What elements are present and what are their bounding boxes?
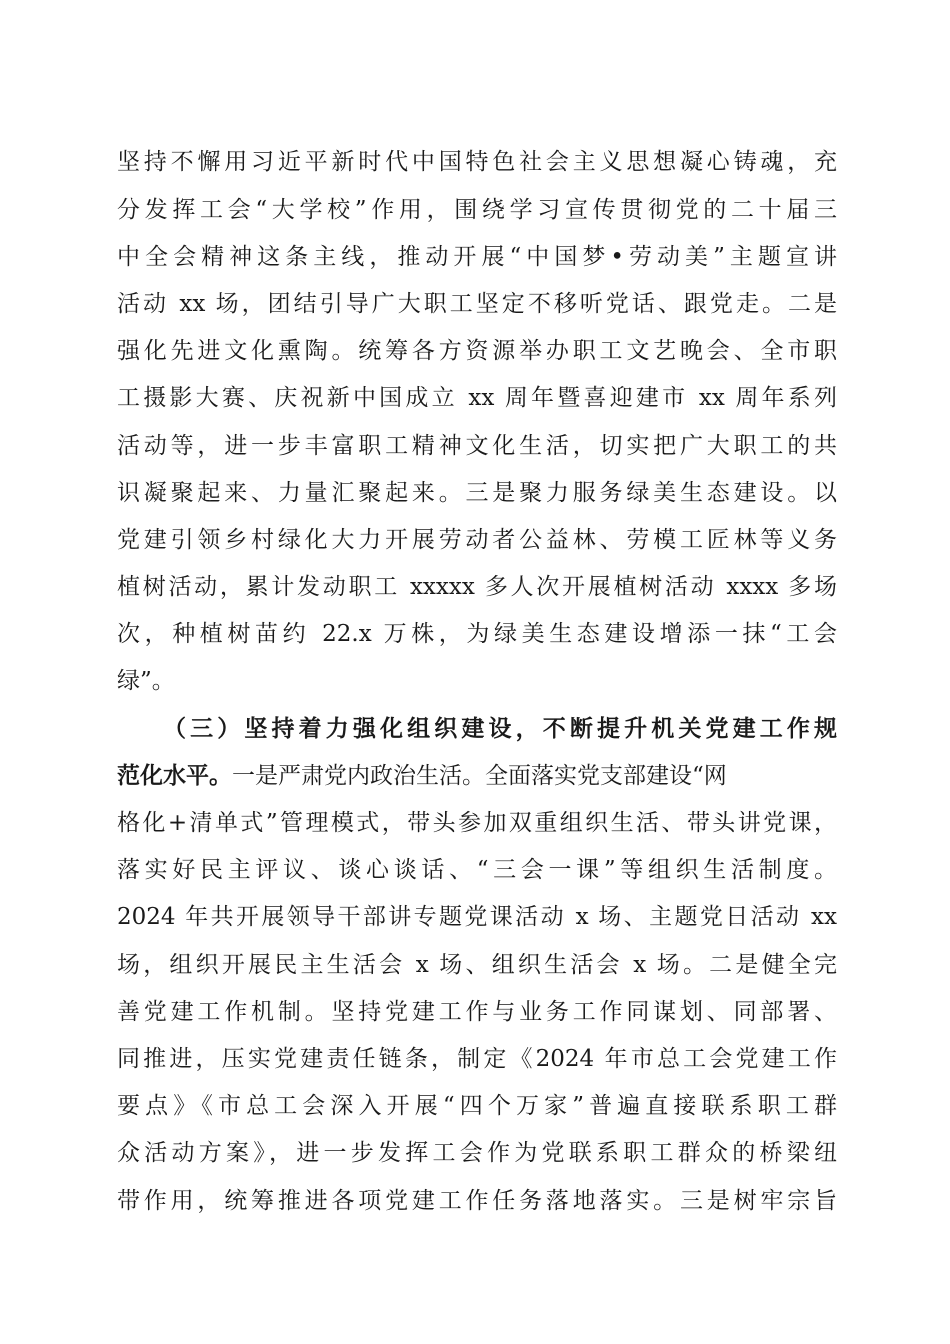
body-text-line: 善党建工作机制。坚持党建工作与业务工作同谋划、同部署、 — [117, 999, 837, 1025]
body-text-line: 中全会精神这条主线，推动开展“中国梦•劳动美”主题宣讲 — [117, 244, 837, 270]
body-text-line: 格化+清单式”管理模式，带头参加双重组织生活、带头讲党课， — [117, 810, 837, 836]
body-text-segment: 一是严肃党内政治生活。全面落实党支部建设“网 — [232, 763, 727, 789]
body-text-line: 绿”。 — [117, 668, 175, 694]
body-text-line: 场，组织开展民主生活会 x 场、组织生活会 x 场。二是健全完 — [117, 952, 837, 978]
body-text-line: 工摄影大赛、庆祝新中国成立 xx 周年暨喜迎建市 xx 周年系列 — [117, 385, 837, 411]
body-text-line: 2024 年共开展领导干部讲专题党课活动 x 场、主题党日活动 xx — [117, 904, 837, 930]
body-text-line: 强化先进文化熏陶。统筹各方资源举办职工文艺晚会、全市职 — [117, 338, 837, 364]
body-text-line: 落实好民主评议、谈心谈话、“三会一课”等组织生活制度。 — [117, 857, 837, 883]
body-text-line: 活动 xx 场，团结引导广大职工坚定不移听党话、跟党走。二是 — [117, 291, 837, 317]
body-text-line: 次，种植树苗约 22.x 万株，为绿美生态建设增添一抹“工会 — [117, 621, 837, 647]
body-text-line: 活动等，进一步丰富职工精神文化生活，切实把广大职工的共 — [117, 433, 837, 459]
body-text-line: 带作用，统筹推进各项党建工作任务落地落实。三是树牢宗旨 — [117, 1188, 837, 1214]
body-text-line: 识凝聚起来、力量汇聚起来。三是聚力服务绿美生态建设。以 — [117, 480, 837, 506]
section-heading-line: （三）坚持着力强化组织建设，不断提升机关党建工作规 — [163, 715, 837, 742]
body-text-line: 植树活动，累计发动职工 xxxxx 多人次开展植树活动 xxxx 多场 — [117, 574, 837, 600]
body-text-line: 坚持不懈用习近平新时代中国特色社会主义思想凝心铸魂，充 — [117, 149, 837, 175]
body-text-line: 同推进，压实党建责任链条，制定《2024 年市总工会党建工作 — [117, 1046, 837, 1072]
body-text-line: 众活动方案》，进一步发挥工会作为党联系职工群众的桥梁纽 — [117, 1140, 837, 1166]
section-heading-end: 范化水平。 — [117, 762, 232, 789]
section-heading-continuation — [117, 761, 837, 791]
body-text-line: 分发挥工会“大学校”作用，围绕学习宣传贯彻党的二十届三 — [117, 197, 837, 223]
body-text-line: 要点》《市总工会深入开展“四个万家”普遍直接联系职工群 — [117, 1093, 837, 1119]
body-text-line: 党建引领乡村绿化大力开展劳动者公益林、劳模工匠林等义务 — [117, 527, 837, 553]
